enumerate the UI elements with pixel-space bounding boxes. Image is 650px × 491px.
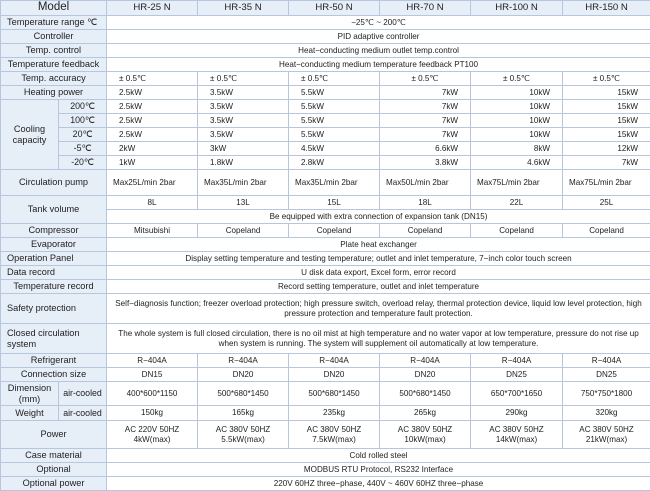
cell-value: 2kW <box>107 142 198 156</box>
row-label: Temp. accuracy <box>1 72 107 86</box>
row-label: Refrigerant <box>1 354 107 368</box>
cooling-temp: 20℃ <box>59 128 107 142</box>
row-label: Operation Panel <box>1 252 107 266</box>
row-value: Heat−conducting medium temperature feedback PT100 <box>107 58 650 72</box>
cell-value: AC 380V 50HZ 7.5kW(max) <box>289 421 380 449</box>
cell-value: R−404A <box>563 354 650 368</box>
cell-value: AC 380V 50HZ 10kW(max) <box>380 421 471 449</box>
row-value: MODBUS RTU Protocol, RS232 Interface <box>107 463 650 477</box>
row-label: Circulation pump <box>1 170 107 196</box>
cell-value: 3.5kW <box>198 86 289 100</box>
cell-value: 7kW <box>380 128 471 142</box>
cell-value: 7kW <box>380 114 471 128</box>
cooling-temp: -20℃ <box>59 156 107 170</box>
circulation-pump-row <box>1 170 650 196</box>
cell-value: 150kg <box>107 406 198 421</box>
cell-value: 10kW <box>471 100 563 114</box>
cell-value: 3.5kW <box>198 114 289 128</box>
row-label: Compressor <box>1 224 107 238</box>
row-label: Evaporator <box>1 238 107 252</box>
cooling-row-minus20 <box>1 156 650 170</box>
model-label: Model <box>1 1 107 16</box>
dimension-row <box>1 382 650 406</box>
cell-value: ± 0.5℃ <box>198 72 289 86</box>
cooling-capacity-label: Cooling capacity <box>1 100 59 170</box>
cell-value: 2.5kW <box>107 128 198 142</box>
row-value: Be equipped with extra connection of expansion tank (DN15) <box>107 210 650 224</box>
cell-value: 4.6kW <box>471 156 563 170</box>
cell-value: 400*600*1150 <box>107 382 198 406</box>
row-label: Temperature record <box>1 280 107 294</box>
cell-value: 500*680*1450 <box>198 382 289 406</box>
cell-value: Copeland <box>289 224 380 238</box>
cell-value: Mitsubishi <box>107 224 198 238</box>
cooling-temp: 100℃ <box>59 114 107 128</box>
cooling-row-200 <box>1 100 650 114</box>
refrigerant-row <box>1 354 650 368</box>
cell-value: 7kW <box>563 156 650 170</box>
operation-panel-row <box>1 252 650 266</box>
row-value: −25℃ ~ 200℃ <box>107 16 650 30</box>
temperature-feedback-row <box>1 58 650 72</box>
cell-value: Max50L/min 2bar <box>380 170 471 196</box>
row-label: Data record <box>1 266 107 280</box>
cell-value: 18L <box>380 196 471 210</box>
row-label: Closed circulation system <box>1 324 107 354</box>
safety-protection-row <box>1 294 650 324</box>
cell-value: R−404A <box>380 354 471 368</box>
cell-value: 3kW <box>198 142 289 156</box>
cell-value: R−404A <box>198 354 289 368</box>
cell-value: 15kW <box>563 100 650 114</box>
row-value: PID adaptive controller <box>107 30 650 44</box>
cooling-row-100 <box>1 114 650 128</box>
row-label: Optional power <box>1 477 107 491</box>
cell-value: 7kW <box>380 86 471 100</box>
cell-value: 2.5kW <box>107 86 198 100</box>
cell-value: 1kW <box>107 156 198 170</box>
row-sublabel: air-cooled <box>59 406 107 421</box>
cell-value: 4.5kW <box>289 142 380 156</box>
cell-value: ± 0.5℃ <box>107 72 198 86</box>
row-value: Record setting temperature, outlet and inlet temperature <box>107 280 650 294</box>
cell-value: DN15 <box>107 368 198 382</box>
cell-value: 10kW <box>471 114 563 128</box>
cell-value: 2.5kW <box>107 100 198 114</box>
evaporator-row <box>1 238 650 252</box>
row-value: Heat−conducting medium outlet temp.control <box>107 44 650 58</box>
optional-power-row <box>1 477 650 491</box>
cell-value: 265kg <box>380 406 471 421</box>
cell-value: Copeland <box>198 224 289 238</box>
heating-power-row <box>1 86 650 100</box>
case-material-row <box>1 449 650 463</box>
connection-size-row <box>1 368 650 382</box>
cell-value: 5.5kW <box>289 128 380 142</box>
cell-value: 290kg <box>471 406 563 421</box>
cell-value: 320kg <box>563 406 650 421</box>
temperature-range-row <box>1 16 650 30</box>
controller-row <box>1 30 650 44</box>
row-label: Temperature feedback <box>1 58 107 72</box>
row-label: Safety protection <box>1 294 107 324</box>
cell-value: 3.5kW <box>198 100 289 114</box>
cooling-temp: -5℃ <box>59 142 107 156</box>
cell-value: Copeland <box>471 224 563 238</box>
cell-value: 8L <box>107 196 198 210</box>
row-value: The whole system is full closed circulation, there is no oil mist at high temperature and no water vapor at low temperature, pressure do not rise up when system is running. The system will supplement oil automatically at low temperature. <box>107 324 650 354</box>
cell-value: 15L <box>289 196 380 210</box>
cooling-row-minus5 <box>1 142 650 156</box>
row-value: Self−diagnosis function; freezer overload protection; high pressure switch, overload relay, thermal protection device, liquid low level protection, high pressure protection and temperature fault protection. <box>107 294 650 324</box>
row-label: Power <box>1 421 107 449</box>
data-record-row <box>1 266 650 280</box>
row-value: Plate heat exchanger <box>107 238 650 252</box>
closed-circulation-row <box>1 324 650 354</box>
model-name: HR-150 N <box>563 1 650 16</box>
cell-value: DN20 <box>380 368 471 382</box>
cooling-row-20 <box>1 128 650 142</box>
header-row <box>1 1 650 16</box>
row-value: Display setting temperature and testing temperature; outlet and inlet temperature, 7−inch color touch screen <box>107 252 650 266</box>
cell-value: AC 220V 50HZ 4kW(max) <box>107 421 198 449</box>
row-sublabel: air-cooled <box>59 382 107 406</box>
cell-value: 6.6kW <box>380 142 471 156</box>
row-label: Temperature range ℃ <box>1 16 107 30</box>
cell-value: 165kg <box>198 406 289 421</box>
cell-value: Max35L/min 2bar <box>198 170 289 196</box>
cell-value: 13L <box>198 196 289 210</box>
cell-value: R−404A <box>107 354 198 368</box>
row-value: Cold rolled steel <box>107 449 650 463</box>
cell-value: AC 380V 50HZ 14kW(max) <box>471 421 563 449</box>
cell-value: Max75L/min 2bar <box>563 170 650 196</box>
row-label: Weight <box>1 406 59 421</box>
row-label: Controller <box>1 30 107 44</box>
cell-value: ± 0.5℃ <box>471 72 563 86</box>
model-name: HR-50 N <box>289 1 380 16</box>
cell-value: 235kg <box>289 406 380 421</box>
optional-row <box>1 463 650 477</box>
cell-value: 15kW <box>563 86 650 100</box>
row-label: Optional <box>1 463 107 477</box>
temp-accuracy-row <box>1 72 650 86</box>
weight-row <box>1 406 650 421</box>
cell-value: 3.5kW <box>198 128 289 142</box>
cell-value: 3.8kW <box>380 156 471 170</box>
row-label: Case material <box>1 449 107 463</box>
model-name: HR-25 N <box>107 1 198 16</box>
cell-value: 2.8kW <box>289 156 380 170</box>
row-label: Heating power <box>1 86 107 100</box>
cell-value: Copeland <box>380 224 471 238</box>
cell-value: 5.5kW <box>289 114 380 128</box>
cell-value: ± 0.5℃ <box>380 72 471 86</box>
cell-value: 5.5kW <box>289 100 380 114</box>
cell-value: Max75L/min 2bar <box>471 170 563 196</box>
temp-control-row <box>1 44 650 58</box>
cell-value: R−404A <box>471 354 563 368</box>
cell-value: DN25 <box>563 368 650 382</box>
cell-value: AC 380V 50HZ 5.5kW(max) <box>198 421 289 449</box>
cell-value: DN20 <box>198 368 289 382</box>
row-label: Tank volume <box>1 196 107 224</box>
row-label: Temp. control <box>1 44 107 58</box>
temperature-record-row <box>1 280 650 294</box>
cell-value: 500*680*1450 <box>380 382 471 406</box>
cell-value: AC 380V 50HZ 21kW(max) <box>563 421 650 449</box>
cell-value: ± 0.5℃ <box>563 72 650 86</box>
row-label: Connection size <box>1 368 107 382</box>
model-name: HR-35 N <box>198 1 289 16</box>
cell-value: 25L <box>563 196 650 210</box>
compressor-row <box>1 224 650 238</box>
tank-volume-row <box>1 196 650 210</box>
cell-value: 7kW <box>380 100 471 114</box>
cell-value: Max35L/min 2bar <box>289 170 380 196</box>
cell-value: 8kW <box>471 142 563 156</box>
cell-value: 500*680*1450 <box>289 382 380 406</box>
model-name: HR-100 N <box>471 1 563 16</box>
cell-value: Copeland <box>563 224 650 238</box>
cell-value: 12kW <box>563 142 650 156</box>
cell-value: 10kW <box>471 128 563 142</box>
cooling-temp: 200℃ <box>59 100 107 114</box>
cell-value: 750*750*1800 <box>563 382 650 406</box>
cell-value: 650*700*1650 <box>471 382 563 406</box>
model-name: HR-70 N <box>380 1 471 16</box>
row-value: 220V 60HZ three−phase, 440V ~ 460V 60HZ three−phase <box>107 477 650 491</box>
cell-value: ± 0.5℃ <box>289 72 380 86</box>
cell-value: 1.8kW <box>198 156 289 170</box>
cell-value: 5.5kW <box>289 86 380 100</box>
cell-value: R−404A <box>289 354 380 368</box>
cell-value: DN20 <box>289 368 380 382</box>
cell-value: 15kW <box>563 128 650 142</box>
cell-value: Max25L/min 2bar <box>107 170 198 196</box>
row-value: U disk data export, Excel form, error record <box>107 266 650 280</box>
row-label: Dimension (mm) <box>1 382 59 406</box>
cell-value: 10kW <box>471 86 563 100</box>
cell-value: 22L <box>471 196 563 210</box>
cell-value: 2.5kW <box>107 114 198 128</box>
cell-value: 15kW <box>563 114 650 128</box>
power-row <box>1 421 650 449</box>
cell-value: DN25 <box>471 368 563 382</box>
